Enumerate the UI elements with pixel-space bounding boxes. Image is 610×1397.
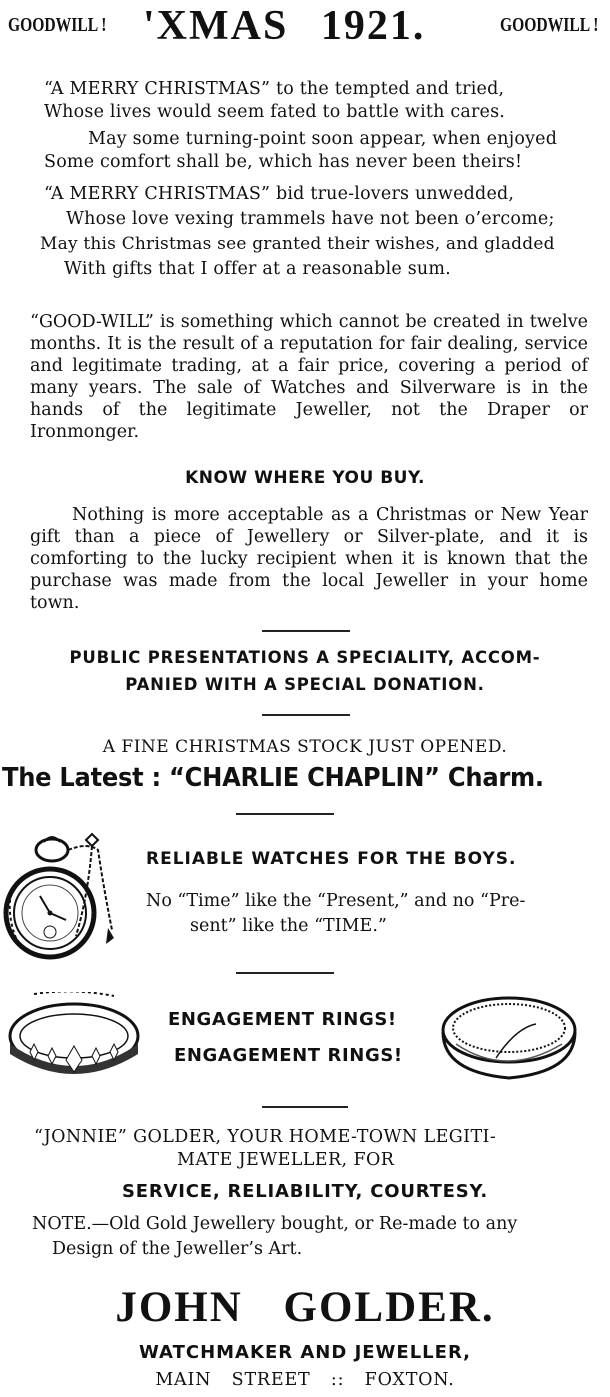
gem-ring-icon (4, 992, 144, 1088)
poem-line-5: “A MERRY CHRISTMAS” bid true-lovers unwedded, (44, 184, 515, 204)
poem-line-1: “A MERRY CHRISTMAS” to the tempted and tried, (44, 79, 505, 99)
header-goodwill-left: GOODWILL ! (8, 14, 107, 36)
goodwill-paragraph: “GOOD-WILL” is something which cannot be created in twelve months. It is the result of a reputation for fair dealing, service and legitimate trading, at a fair price, covering a period of many years. The sale of Watches and Silverware is in the hands of the legitimate Jeweller, not the Draper or Ironmonger. (30, 312, 588, 442)
divider-4 (236, 972, 334, 974)
divider-2 (262, 714, 350, 716)
band-ring-icon (436, 992, 582, 1088)
footer-trade: WATCHMAKER AND JEWELLER, (139, 1342, 471, 1363)
divider-5 (262, 1106, 348, 1108)
header-goodwill-right: GOODWILL ! (500, 14, 599, 36)
jonnie-line-2: MATE JEWELLER, FOR (177, 1150, 395, 1170)
watches-line-2: sent” like the “TIME.” (190, 916, 387, 936)
poem-line-8: With gifts that I offer at a reasonable sum. (64, 259, 451, 279)
jonnie-line-3: SERVICE, RELIABILITY, COURTESY. (121, 1181, 489, 1202)
rings-line-1: ENGAGEMENT RINGS! (168, 1009, 397, 1030)
header-title: 'XMAS 1921. (143, 3, 426, 49)
stock-line: A FINE CHRISTMAS STOCK JUST OPENED. (102, 737, 508, 757)
presentations-line-2: PANIED WITH A SPECIAL DONATION. (125, 675, 485, 694)
gift-paragraph: Nothing is more acceptable as a Christmas or New Year gift than a piece of Jewellery or Silver-plate, and it is comforting to the lucky recipient when it is known that the purchase was made from the local Jeweller in your home town. (30, 505, 588, 613)
note-line-1: NOTE.—Old Gold Jewellery bought, or Re-made to any (32, 1214, 518, 1234)
latest-charm-line: The Latest : “CHARLIE CHAPLIN” Charm. (2, 763, 544, 793)
note-line-2: Design of the Jeweller’s Art. (52, 1239, 303, 1259)
jonnie-line-1: “JONNIE” GOLDER, YOUR HOME-TOWN LEGITI- (34, 1127, 497, 1147)
know-where-heading: KNOW WHERE YOU BUY. (185, 468, 425, 488)
poem-line-2: Whose lives would seem fated to battle with cares. (44, 102, 506, 122)
poem-line-6: Whose love vexing trammels have not been o’ercome; (66, 209, 555, 229)
footer-name: JOHN GOLDER. (115, 1284, 495, 1331)
divider-1 (262, 630, 350, 632)
rings-line-2: ENGAGEMENT RINGS! (174, 1045, 403, 1066)
poem-line-4: Some comfort shall be, which has never been theirs! (44, 152, 523, 172)
footer-address: MAIN STREET :: FOXTON. (155, 1370, 455, 1390)
poem-line-3: May some turning-point soon appear, when enjoyed (88, 129, 558, 149)
poem-line-7: May this Christmas see granted their wishes, and gladded (40, 234, 555, 254)
watches-line-1: No “Time” like the “Present,” and no “Pre- (146, 891, 526, 911)
divider-3 (236, 813, 334, 815)
presentations-line-1: PUBLIC PRESENTATIONS A SPECIALITY, ACCOM- (69, 648, 541, 667)
pocket-watch-icon (0, 828, 122, 963)
watches-heading: RELIABLE WATCHES FOR THE BOYS. (146, 849, 517, 869)
